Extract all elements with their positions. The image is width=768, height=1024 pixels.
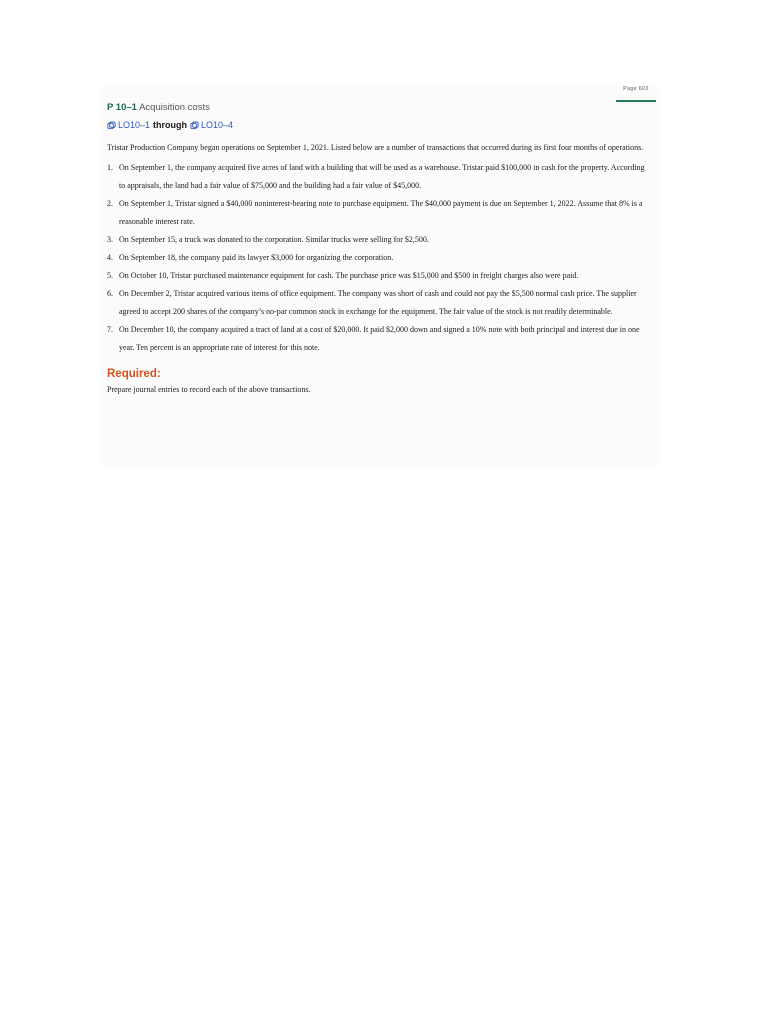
lo-end-link[interactable]: LO10–4	[201, 120, 234, 130]
item-number: 7.	[107, 325, 113, 334]
external-link-icon[interactable]	[190, 121, 199, 130]
item-text: On December 2, Tristar acquired various items of office equipment. The company was short of cash and could not pay the $5,500 normal cash price. The supplier agreed to accept 200 shares of the company’s no-par common stock in exchange for the equipment. The fair value of the stock is not readily determinable.	[119, 289, 637, 316]
item-number: 4.	[107, 253, 113, 262]
list-item	[107, 249, 652, 267]
item-text: On September 15, a truck was donated to the corporation. Similar trucks were selling for $2,500.	[119, 235, 429, 244]
item-number: 3.	[107, 235, 113, 244]
item-text: On September 18, the company paid its lawyer $3,000 for organizing the corporation.	[119, 253, 394, 262]
problem-content	[107, 102, 652, 397]
external-link-icon[interactable]	[107, 121, 116, 130]
item-text: On October 10, Tristar purchased maintenance equipment for cash. The purchase price was $15,000 and $500 in freight charges also were paid.	[119, 271, 579, 280]
item-number: 6.	[107, 289, 113, 298]
item-text: On September 1, Tristar signed a $40,000 noninterest-bearing note to purchase equipment. The $40,000 payment is due on September 1, 2022. Assume that 8% is a reasonable interest rate.	[119, 199, 643, 226]
transaction-list	[107, 159, 652, 357]
lo-start-link[interactable]: LO10–1	[118, 120, 151, 130]
list-item	[107, 231, 652, 249]
list-item	[107, 285, 652, 321]
list-item	[107, 267, 652, 285]
learning-objectives	[107, 119, 652, 131]
item-number: 1.	[107, 163, 113, 172]
required-instruction: Prepare journal entries to record each of the above transactions.	[107, 385, 311, 394]
required-heading: Required:	[107, 368, 161, 380]
item-number: 5.	[107, 271, 113, 280]
item-text: On September 1, the company acquired five acres of land with a building that will be used as a warehouse. Tristar paid $100,000 in cash for the property. According to appraisals, the land had a fair value of $75,000 and the building had a fair value of $45,000.	[119, 163, 645, 190]
problem-title: Acquisition costs	[139, 102, 210, 113]
item-text: On December 10, the company acquired a tract of land at a cost of $20,000. It paid $2,000 down and signed a 10% note with both principal and interest due in one year. Ten percent is an appropriate rate of interest for this note.	[119, 325, 640, 352]
item-number: 2.	[107, 199, 113, 208]
lo-connector: through	[153, 120, 188, 130]
list-item	[107, 321, 652, 357]
problem-heading	[107, 102, 652, 114]
list-item	[107, 195, 652, 231]
page-reference: Page 603	[623, 86, 649, 92]
list-item	[107, 159, 652, 195]
problem-id: P 10–1	[107, 102, 137, 113]
problem-intro: Tristar Production Company began operations on September 1, 2021. Listed below are a number of transactions that occurred during its first four months of operations.	[107, 143, 644, 152]
